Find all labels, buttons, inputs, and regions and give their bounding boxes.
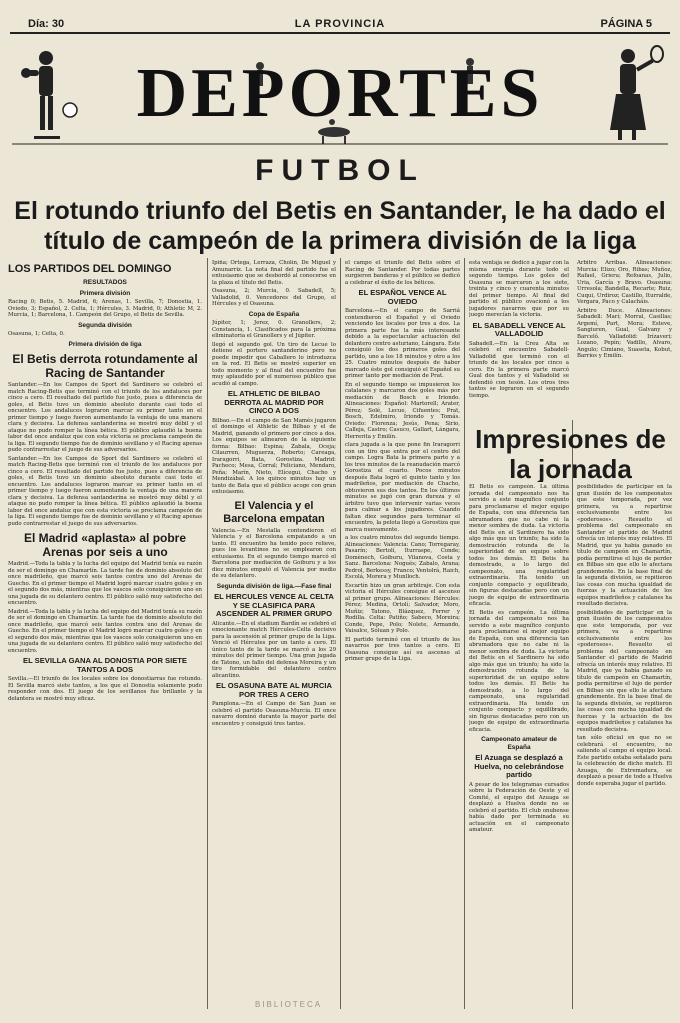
sevilla-heading: EL SEVILLA GANA AL DONOSTIA POR SIETE TANTOS A DOS: [23, 656, 187, 674]
column-rule: [572, 420, 573, 1009]
column-rule: [207, 258, 208, 1009]
sabadell-heading: EL SABADELL VENCE AL VALLADOLID: [472, 320, 566, 338]
sabadell-article: Sabadell.—En la Creu Alta se celebró el encuentro Sabadell-Valladolid que terminó con el triunfo de los locales por cinco a cero. En la primera parte marcó Gual dos tantos y el Valladolid se defendió con tesón. Los otros tres tantos se lograron en el segundo tiempo.: [469, 340, 569, 399]
impresiones-article-repeat: El Betis es campeón. La última jornada del campeonato nos ha servido a este magnífico conjunto para proclamarse el mejor equipo de España, con una diferencia tan abrumadora que no cabe ni la menor sombra de duda. La victoria del Betis en el Sardinero ha sido algo más que un triunfo; ha sido la demostración rotunda de la superioridad de un equipo sobre todos los demás. El Betis ha demostrado, a lo largo del campeonato, una regularidad extraordinaria. Ha tenido un conjunto compacto y equilibrado, sin figuras destacadas pero con un juego de equipo de extraordinaria eficacia.: [469, 609, 569, 733]
osasuna-continuation: El partido terminó con el triunfo de los navarros por tres tantos a cero. El Osasuna consigue así su ascenso al primer grupo de la Liga.: [345, 636, 460, 662]
sabadell-continuation: Árbitro Duce. Alineaciones: Sabadell: Marí; Morral, Casillas; Argemí, Part, Mora; Esteve, Sangiuren, Gual, Galvany y Barceló. Valladolid: Irízaveri; Lozano, Pepín; Vadillo, Alvaro, Angulo; Cimiano, Suaseta, Kobut, Barrios y Emilín.: [577, 307, 672, 359]
column-4-top: [469, 260, 569, 420]
column-2: [212, 260, 336, 1010]
column-rule: [464, 258, 465, 1009]
betis-continuation: llegó el segundo gol. Un tiro de Lecue lo detiene el portero santanderino pero no puede impedir que Caballero lo introduzca en la red. El Betis se mostró superior en todo momento y al final del encuentro fue muy aplaudido por el numeroso público que acudió al campo.: [212, 341, 336, 387]
column-1: [8, 260, 202, 1010]
segunda-results: Osasuna, 1; Celta, 0.: [8, 331, 65, 337]
resultados-heading: RESULTADOS: [83, 279, 127, 286]
sevilla-article: Sevilla.—El triunfo de los locales sobre los donostiarras fue rotundo. El Sevilla marcó siete tantos, a los que el Donostia solamente pudo responder con dos. El juego de los sevillanos fue brillante y la delantera se mostró muy eficaz.: [8, 676, 202, 702]
newspaper-name: LA PROVINCIA: [294, 18, 386, 30]
header-rule: [10, 32, 670, 34]
day-label: Día: 30: [28, 18, 65, 30]
impresiones-heading: Impresiones de la jornada: [475, 424, 666, 482]
madrid-heading: El Madrid «aplasta» al pobre Arenas por seis a uno: [23, 531, 187, 559]
col4-top-text: esta ventaja se dedicó a jugar con la misma energía durante todo el segundo tiempo. Los goles del Osasuna se marcaron a los siete, treinta y cinco y cuarenta minutos del primer tiempo. Al final del partido el público ovacionó a los jugadores navarros que por su juego merecían la victoria.: [469, 260, 569, 318]
column-5-top: [577, 260, 672, 420]
copa-heading: Copa de España: [248, 310, 300, 318]
osasuna-article: Pamplona.—En el Campo de San Juan se celebró el partido Osasuna-Murcia. El once navarro dominó durante la mayor parte del encuentro y consiguió tres tantos.: [212, 701, 336, 727]
impresiones-article: El Betis es campeón. La última jornada del campeonato nos ha servido a este magnífico conjunto para proclamarse el mejor equipo de España, con una diferencia tan abrumadora que no cabe ni la menor sombra de duda. La victoria del Betis en el Sardinero ha sido algo más que un triunfo; ha sido la demostración rotunda de la superioridad de un equipo sobre todos los demás. El Betis ha demostrado, a lo largo del campeonato, una regularidad extraordinaria. Ha tenido un conjunto compacto y equilibrado, sin figuras destacadas pero con un juego de equipo de extraordinaria eficacia.: [469, 484, 569, 607]
osasuna-heading: EL OSASUNA BATE AL MURCIA POR TRES A CERO: [216, 681, 332, 699]
valencia-heading: El Valencia y el Barcelona empatan: [223, 499, 325, 525]
headline-line-1: El rotundo triunfo del Betis en Santander, le ha dado el: [14, 197, 666, 225]
espanol-article: Barcelona.—En el campo de Sarriá contendieron el Español y el Oviedo venciendo los locales por tres a dos. La primera parte fue la más interesante debido a la espectacular actuación del delantero centro asturiano, Lángara. Éste consiguió los dos primeros goles del partido, uno a los 18 minutos y otro a los 25. Cuatro minutos después de haber marcado éste gol consiguió el Español su primer tanto por mediación de Prat.: [345, 308, 460, 379]
espanol-heading: EL ESPAÑOL VENCE AL OVIEDO: [358, 288, 447, 306]
section-title: FUTBOL: [255, 154, 425, 187]
column-5: [577, 484, 672, 1010]
column-rule: [340, 258, 341, 1009]
impresiones-header: [469, 420, 672, 482]
page-number: PÁGINA 5: [600, 18, 652, 30]
betis-article: Santander.—En los Campos de Sport del Sardinero se celebró el match Racing-Betis que terminó con el triunfo de los andaluces por cinco a cero. El resultado del partido fue justo, pues a diferencia de goles, el Betis tuvo un dominio absoluto durante casi todo el encuentro. Los andaluces lograron marcar su primer tanto en el primer tiempo y luego fueron aumentando la ventaja de una manera clara y decisiva. La defensa santanderina se mostró muy débil y el ataque no pudo romper la línea bética. El público aplaudió la buena labor del once andaluz que con esta victoria se proclama campeón de la liga. El segundo tiempo fue de dominio sevillano y el Racing apenas pudo contrarrestar el juego de sus adversarios.: [8, 382, 202, 453]
amateur-heading: Campeonato amateur de España: [481, 736, 557, 751]
extra-results: Osasuna, 2; Murcia, 0. Sabadell, 5; Valladolid, 0. Vencedores del Grupo, el Hércules y el Osasuna.: [212, 288, 336, 307]
valencia-article: Valencia.—En Mestalla contendieron el Valencia y el Barcelona empatando a un tanto. El encuentro ha tenido poco relieve, pues los levantinos no se emplearon con entusiasmo. En el segundo tiempo marcó el Barcelona por mediación de Goiburu y a los diez minutos empató el Valencia por medio de su delantero.: [212, 527, 336, 579]
athletic-heading: EL ATHLETIC DE BILBAO DERROTA AL MADRID POR CINCO A DOS: [224, 389, 324, 415]
espanol-continuation: En el segundo tiempo se impusieron los catalanes y marcaron dos goles más por mediación de Bosch e Iriondo. Alineaciones: Español: Martorell; Arater, Pérez; Solé, Lecue, Cifuentes; Prat, Bosch, Edelmiro, Iriondo y Tomás. Oviedo: Florenza; Jesús, Pena; Sirio, Calleja, Castro; Casuco, Gallart, Lángara, Herrerita y Emilín.: [345, 381, 460, 440]
column-3: [345, 260, 460, 1010]
col2-top-text: Ipiña; Ortega, Lerraza, Cholín, De Miguel y Amunarriz. La nota final del partido fue el entusiasmo que se desbordó al conocerse en la plaza el título del Betis.: [212, 260, 336, 286]
azuaga-heading: El Azuaga se desplazó a Huelva, no celebrándose partido: [474, 753, 564, 779]
segunda-division-heading: Segunda división: [78, 321, 132, 329]
col5-top-text: Árbitro Arribas. Alineaciones: Murcia: Elizo; Oro, Ribas; Muñoz, Rafael, Griera; Refoanas, Julio, Uria, García y Bravo. Osasuna: Urresola; Bandella, Recarte; Ruiz, Cuqui, Urdiroz; Castillo, Iturralde, Vergara, Paco y Calacháis.: [577, 260, 672, 305]
impresiones-continuation-repeat: posibilidades de participar en la gran ilusión de los campeonatos que este temporada, por vez primera, va a repartirse exclusivamente entre los «poderosos». Resuelto el problema del campeonato en Santander el partido de Madrid ofrecía un interés muy relativo. El Madrid, que ya había ganado su título de campeón en Chamartín, podía permitirse el lujo de perder en Bilbao sin que ello le afectara grandemente. En la base final de la segunda división, se repitieron las cosas con mucha igualdad de fuerzas y la actuación de los equipos madrileños y catalanes ha resultado decisiva.: [577, 609, 672, 733]
column-4: [469, 484, 569, 1010]
azuaga-article: A pesar de los telegramas cursados sobre la Federación de Oeste y el Comité, el equipo del Azuaga se desplazó a Huelva donde no se celebró el partido. El club onubense había dado por terminada su actuación en el campeonato amateur.: [469, 781, 569, 833]
clasificacion-heading: Primera división de liga: [68, 340, 142, 348]
azuaga-continuation: tan sólo oficial en que no se celebrará el encuentro, no saliendo al campo el equipo local. Este partido estaba señalado para la celebración de dicho match. El Azuaga, de Extremadura, se desplazó a pesar de todo a Huelva donde esperaba jugar el partido.: [577, 735, 672, 787]
valencia-continuation: a los cuatro minutos del segundo tiempo. Alineaciones: Valencia: Cano; Torregaray, Pasarín; Bertolí, Iturraspe, Conde; Domènech, Goiburu, Vilanova, Costa y Sanz. Barcelona: Nogués; Zabalo, Arana; Pedrol, Berkessy, Franco; Ventolrá, Raich, Escolá, Morera y Munlloch.: [345, 535, 460, 580]
hercules-article: Alicante.—En el stadium Bardín se celebró el emocionante match Hércules-Celta decisivo para la ascensión al primer grupo de la Liga. Venció el Hércules por un tanto a cero. El único tanto de la tarde se marcó a los 29 minutos del primer tiempo. Una gran jugada de Tatono, un fallo del defensa Moreira y un tiro formidable del delantero centro alicantino.: [212, 620, 336, 679]
masthead-title: DEPORTES: [136, 55, 544, 132]
athletic-continuation: clara jugada a la que pone fin Iraragorri con un tiro que entra por el centro del campo. Logra Bata la primera parte y a los tres minutos de la reanudación marcó Gorostiza el cuarto. Pocos minutos después Bata logró el quinto tanto y los madrileños, por mediación de Chacho, obtuvieron sus dos tantos. En los últimos minutos se jugó con gran dureza y el árbitro tuvo que intervenir varias veces para calmar a los jugadores. Cuando faltan diez segundos para terminar el encuentro, la pelota llegó a Gorostiza que marca nuevamente.: [345, 442, 460, 533]
athletic-article: Bilbao.—En el campo de San Mamés jugaron el domingo el Athletic de Bilbao y el de Madrid, ganando el primero por cinco a dos. Los equipos se alinearon de la siguiente forma: Bilbao: Espina; Zabala, Oceja; Cilaurren, Muguerza, Roberto; Careaga, Iraragorri, Bata, Gorostiza. Madrid: Pacheco; Mesa, Corral; Feliciano, Mendaro, Peña; Marín, Nieto, Elícegui, Chacho y Mendizábal. A los quince minutos hay un tanto de Bata que el público acoge con gran entusiasmo.: [212, 417, 336, 495]
hercules-continuation: Escartín hizo un gran arbitraje. Con esta victoria el Hércules consigue el ascenso al primer grupo. Alineaciones: Hércules: Pérez; Medina, Ortolí; Salvador, Moro, Muñiz; Tatono, Blázquez, Ferrer y Rodilla. Celta: Patiño; Sabeco, Moreira; Conde, Pepe, Polo; Nolete, Armando, Vaisalce, Sóluan y Polo.: [345, 582, 460, 634]
partidos-heading: LOS PARTIDOS DEL DOMINGO: [8, 263, 172, 275]
page-header: [10, 18, 670, 32]
col3-top-text: el campo el triunfo del Betis sobre el Racing de Santander. Por todas partes surgieron banderas y el público se dedicó a celebrar el éxito de los béticos.: [345, 260, 460, 286]
primera-division-heading: Primera división: [79, 289, 131, 297]
library-watermark: BIBLIOTECA: [255, 1000, 323, 1009]
main-headline: [8, 196, 672, 256]
copa-results: Júpiter, 1; Jerez, 0. Granollers, 2; Constancia, 1. Clasificados para la próxima eliminatoria el Granollers y el Júpiter.: [212, 320, 336, 339]
madrid-article: Madrid.—Toda la tabla y la lucha del equipo del Madrid tenía su razón de ser el domingo en Chamartín. La tarde fue de dominio absoluto del once madrileño, que marcó seis tantos contra uno del Arenas de Guecho. En el primer tiempo el Madrid logró marcar cuatro goles y en el segundo dos más, mientras que los vascos solo consiguieron uno en una jugada de su delantero centro. El público salió muy satisfecho del encuentro.: [8, 561, 202, 606]
betis-article-repeat: Santander.—En los Campos de Sport del Sardinero se celebró el match Racing-Betis que terminó con el triunfo de los andaluces por cinco a cero. El resultado del partido fue justo, pues a diferencia de goles, el Betis tuvo un dominio absoluto durante casi todo el encuentro. Los andaluces lograron marcar su primer tanto en el primer tiempo y luego fueron aumentando la ventaja de una manera clara y decisiva. La defensa santanderina se mostró muy débil y el ataque no pudo romper la línea bética. El público aplaudió la buena labor del once andaluz que con esta victoria se proclama campeón de la liga. El segundo tiempo fue de dominio sevillano y el Racing apenas pudo contrarrestar el juego de sus adversarios.: [8, 455, 202, 527]
hercules-heading: EL HERCULES VENCE AL CELTA Y SE CLASIFICA PARA ASCENDER AL PRIMER GRUPO: [214, 592, 334, 618]
masthead: [12, 40, 668, 148]
impresiones-continuation: posibilidades de participar en la gran ilusión de los campeonatos que este temporada, por vez primera, va a repartirse exclusivamente entre los «poderosos». Resuelto el problema del campeonato en Santander el partido de Madrid ofrecía un interés muy relativo. El Madrid, que ya había ganado su título de campeón en Chamartín, podía permitirse el lujo de perder en Bilbao sin que ello le afectara grandemente. En la base final de la segunda división, se repitieron las cosas con mucha igualdad de fuerzas y la actuación de los equipos madrileños y catalanes ha resultado decisiva.: [577, 484, 672, 607]
primera-results: Racing 0; Betis, 5. Madrid, 6; Arenas, 1. Sevilla, 7; Donostia, 1. Oviedo, 3; Español, 2. Celta, 1; Hércules, 3. Madrid, 0; Athletic M, 2. Murcia, 1; Barcelona, 1. Campeón del Grupo, el Betis de Sevilla.: [8, 299, 202, 318]
segunda-final-heading: Segunda división de liga.—Fase final: [216, 582, 332, 590]
betis-heading: El Betis derrota rotundamente al Racing de Santander: [12, 352, 198, 380]
madrid-article-repeat: Madrid.—Toda la tabla y la lucha del equipo del Madrid tenía su razón de ser el domingo en Chamartín. La tarde fue de dominio absoluto del once madrileño, que marcó seis tantos contra uno del Arenas de Guecho. En el primer tiempo el Madrid logró marcar cuatro goles y en el segundo dos más, mientras que los vascos solo consiguieron uno en una jugada de su delantero centro. El público salió muy satisfecho del encuentro.: [8, 608, 202, 654]
headline-line-2: título de campeón de la primera división de la liga: [44, 227, 636, 255]
